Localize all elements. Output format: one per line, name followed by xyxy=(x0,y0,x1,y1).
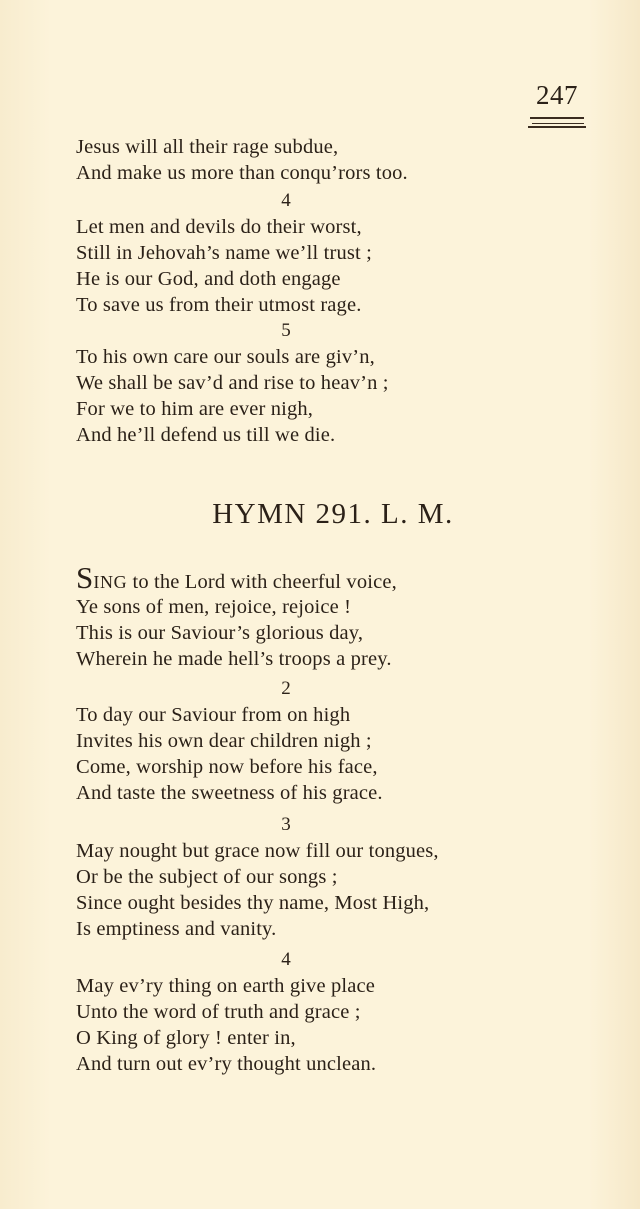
verse-line: Unto the word of truth and grace ; xyxy=(76,1001,361,1023)
hymn-title: HYMN 291. L. M. xyxy=(212,498,454,530)
header-rule xyxy=(530,117,584,119)
verse-line: To day our Saviour from on high xyxy=(76,704,351,726)
stanza-number: 3 xyxy=(281,814,291,835)
verse-line: May nought but grace now fill our tongues, xyxy=(76,840,439,862)
verse-line: Ye sons of men, rejoice, rejoice ! xyxy=(76,596,352,618)
stanza-number: 4 xyxy=(281,190,291,211)
verse-line: Since ought besides thy name, Most High, xyxy=(76,892,430,914)
verse-line: And he’ll defend us till we die. xyxy=(76,424,336,446)
verse-line: O King of glory ! enter in, xyxy=(76,1027,296,1049)
first-line-rest: to the Lord with cheerful voice, xyxy=(127,571,397,593)
verse-line: And taste the sweetness of his grace. xyxy=(76,782,383,804)
prev-hymn-stanza-5 xyxy=(76,318,600,448)
verse-line: Invites his own dear children nigh ; xyxy=(76,730,372,752)
verse-line: Is emptiness and vanity. xyxy=(76,918,277,940)
drop-cap: S xyxy=(76,560,94,595)
hymn-stanza-3 xyxy=(76,812,600,942)
verse-line: Or be the subject of our songs ; xyxy=(76,866,338,888)
verse-line: For we to him are ever nigh, xyxy=(76,398,314,420)
header-rule xyxy=(528,126,586,128)
prev-hymn-stanza-continued xyxy=(76,134,600,186)
verse-line: Still in Jehovah’s name we’ll trust ; xyxy=(76,242,372,264)
verse-line: May ev’ry thing on earth give place xyxy=(76,975,375,997)
verse-line: To save us from their utmost rage. xyxy=(76,294,362,316)
hymn-stanza-4 xyxy=(76,947,600,1077)
verse-line: This is our Saviour’s glorious day, xyxy=(76,622,364,644)
prev-hymn-stanza-4 xyxy=(76,188,600,318)
verse-line: Let men and devils do their worst, xyxy=(76,216,362,238)
verse-line: He is our God, and doth engage xyxy=(76,268,341,290)
verse-line: Jesus will all their rage subdue, xyxy=(76,136,339,158)
verse-line: And make us more than conqu’rors too. xyxy=(76,162,408,184)
verse-line: Come, worship now before his face, xyxy=(76,756,378,778)
verse-line: We shall be sav’d and rise to heav’n ; xyxy=(76,372,389,394)
verse-line: To his own care our souls are giv’n, xyxy=(76,346,375,368)
verse-line: And turn out ev’ry thought unclean. xyxy=(76,1053,377,1075)
page-number: 247 xyxy=(536,80,578,110)
stanza-number: 5 xyxy=(281,320,291,341)
small-caps: ING xyxy=(93,572,128,592)
stanza-number: 4 xyxy=(281,949,291,970)
verse-line: Wherein he made hell’s troops a prey. xyxy=(76,648,392,670)
verse-line-first xyxy=(76,560,600,595)
hymn-stanza-2 xyxy=(76,676,600,806)
stanza-number: 2 xyxy=(281,678,291,699)
hymn-stanza-1 xyxy=(76,560,600,672)
header-rule xyxy=(532,123,584,124)
